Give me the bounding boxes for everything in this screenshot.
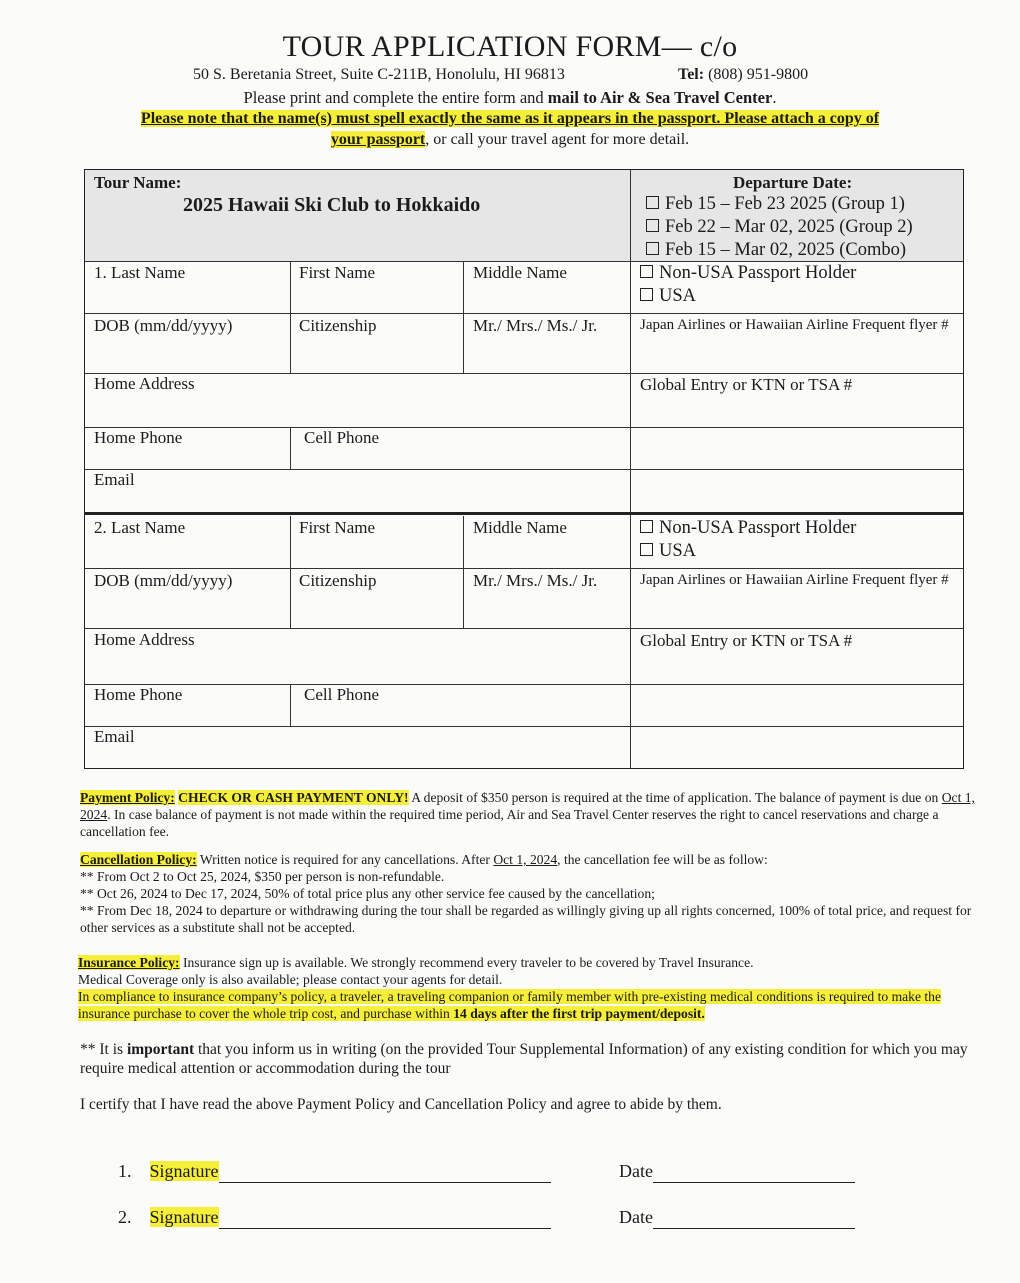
divider <box>463 516 464 628</box>
home-address-field[interactable]: Home Address <box>94 630 195 649</box>
last-name-field[interactable]: 2. Last Name <box>94 518 186 537</box>
signature-row-1 <box>118 1161 551 1183</box>
passport-non-usa-option[interactable] <box>640 518 856 539</box>
cell-phone-field[interactable]: Cell Phone <box>304 428 380 447</box>
cancellation-date: Oct 1, 2024 <box>493 852 558 867</box>
checkbox-icon[interactable] <box>640 265 653 278</box>
divider <box>85 373 963 374</box>
payment-policy-text-2: . In case balance of payment is not made within the required time period, Air and Sea Travel Center reserves the right to cancel reservations and charge a cancellation fee. <box>80 807 939 839</box>
dob-field[interactable]: DOB (mm/dd/yyyy) <box>94 571 233 590</box>
cancellation-text-2: , the cancellation fee will be as follow: <box>557 852 768 867</box>
date-line[interactable] <box>653 1161 855 1183</box>
option-label: USA <box>659 541 697 561</box>
passport-usa-option[interactable] <box>640 541 696 562</box>
date-line[interactable] <box>653 1207 855 1229</box>
frequent-flyer-field[interactable]: Japan Airlines or Hawaiian Airline Frequent flyer # <box>640 317 949 333</box>
signature-label: Signature <box>149 1161 219 1181</box>
date-label: Date <box>619 1207 653 1227</box>
cancellation-policy-label: Cancellation Policy: <box>80 852 197 867</box>
dob-field[interactable]: DOB (mm/dd/yyyy) <box>94 316 233 335</box>
divider <box>463 261 464 373</box>
home-phone-field[interactable]: Home Phone <box>94 428 183 447</box>
middle-name-field[interactable]: Middle Name <box>473 518 567 537</box>
important-pre: ** It is <box>80 1041 127 1058</box>
signature-row-2 <box>118 1207 551 1229</box>
divider <box>85 427 963 428</box>
date-row-2 <box>619 1207 855 1229</box>
passport-usa-option[interactable] <box>640 286 696 307</box>
instr-period: . <box>772 88 777 107</box>
office-address: 50 S. Beretania Street, Suite C-211B, Honolulu, HI 96813 <box>193 66 565 83</box>
divider <box>85 628 963 629</box>
date-row-1 <box>619 1161 855 1183</box>
divider <box>290 261 291 373</box>
divider <box>85 684 963 685</box>
signature-number: 2. <box>118 1207 132 1227</box>
certify-statement: I certify that I have read the above Payment Policy and Cancellation Policy and agree to abide by them. <box>80 1096 722 1113</box>
divider <box>85 469 963 470</box>
home-address-field[interactable]: Home Address <box>94 374 195 393</box>
departure-option-label: Feb 15 – Mar 02, 2025 (Combo) <box>665 240 906 260</box>
insurance-policy <box>78 954 988 1022</box>
insurance-text-2: Medical Coverage only is also available; please contact your agents for detail. <box>78 972 503 987</box>
cancellation-policy <box>80 851 990 936</box>
citizenship-field[interactable]: Citizenship <box>299 316 377 335</box>
important-post: that you inform us in writing (on the provided Tour Supplemental Information) of any existing condition for which you may require medical attention or accommodation during the tour <box>80 1041 968 1077</box>
cancellation-item: ** From Dec 18, 2024 to departure or withdrawing during the tour shall be regarded as willingly giving up all rights concerned, 100% of total price, and request for other services as a substitute shall not be accepted. <box>80 903 972 935</box>
passport-note <box>80 108 940 150</box>
traveler-separator <box>85 512 963 515</box>
signature-label: Signature <box>149 1207 219 1227</box>
tel-value: (808) 951-9800 <box>708 66 809 83</box>
payment-policy <box>80 789 990 840</box>
important-note <box>80 1040 990 1078</box>
title-field[interactable]: Mr./ Mrs./ Ms./ Jr. <box>473 316 598 335</box>
frequent-flyer-field[interactable]: Japan Airlines or Hawaiian Airline Frequent flyer # <box>640 572 949 588</box>
divider <box>85 568 963 569</box>
checkbox-icon[interactable] <box>640 288 653 301</box>
passport-note-highlight: Please note that the name(s) must spell exactly the same as it appears in the passport. Please attach a copy of <box>140 110 880 127</box>
signature-number: 1. <box>118 1161 132 1181</box>
email-field[interactable]: Email <box>94 470 135 489</box>
tour-name-value: 2025 Hawaii Ski Club to Hokkaido <box>183 194 481 216</box>
checkbox-icon[interactable] <box>646 219 659 232</box>
form-title: TOUR APPLICATION FORM— c/o <box>282 30 738 63</box>
departure-option-2[interactable] <box>646 217 913 238</box>
instructions <box>0 88 1020 108</box>
cell-phone-field[interactable]: Cell Phone <box>304 685 380 704</box>
global-entry-field[interactable]: Global Entry or KTN or TSA # <box>640 375 853 394</box>
date-label: Date <box>619 1161 653 1181</box>
option-label: Non-USA Passport Holder <box>659 263 857 283</box>
cancellation-item: ** Oct 26, 2024 to Dec 17, 2024, 50% of total price plus any other service fee caused by the cancellation; <box>80 886 655 901</box>
instr-mail-to: mail to Air & Sea Travel Center <box>547 88 773 107</box>
middle-name-field[interactable]: Middle Name <box>473 263 567 282</box>
title-field[interactable]: Mr./ Mrs./ Ms./ Jr. <box>473 571 598 590</box>
option-label: USA <box>659 286 697 306</box>
departure-option-3[interactable] <box>646 240 906 261</box>
divider <box>290 684 291 726</box>
checkbox-icon[interactable] <box>646 196 659 209</box>
signature-line[interactable] <box>219 1161 551 1183</box>
tel-label: Tel: <box>678 66 705 83</box>
checkbox-icon[interactable] <box>640 520 653 533</box>
global-entry-field[interactable]: Global Entry or KTN or TSA # <box>640 631 853 650</box>
signature-line[interactable] <box>219 1207 551 1229</box>
passport-note-rest: , or call your travel agent for more detail. <box>425 131 690 148</box>
payment-policy-text: A deposit of $350 person is required at the time of application. The balance of payment is due on <box>408 790 942 805</box>
option-label: Non-USA Passport Holder <box>659 518 857 538</box>
divider <box>85 261 963 262</box>
application-form <box>84 169 964 769</box>
payment-due-date: Oct 1, 2024 <box>80 790 975 822</box>
divider <box>85 313 963 314</box>
first-name-field[interactable]: First Name <box>299 518 376 537</box>
first-name-field[interactable]: First Name <box>299 263 376 282</box>
checkbox-icon[interactable] <box>646 242 659 255</box>
office-phone <box>678 66 808 84</box>
divider <box>290 516 291 628</box>
checkbox-icon[interactable] <box>640 543 653 556</box>
email-field[interactable]: Email <box>94 727 135 746</box>
divider <box>290 427 291 469</box>
home-phone-field[interactable]: Home Phone <box>94 685 183 704</box>
divider <box>85 726 963 727</box>
tour-name-label: Tour Name: <box>94 173 182 192</box>
passport-note-highlight-2: your passport <box>330 131 426 148</box>
citizenship-field[interactable]: Citizenship <box>299 571 377 590</box>
insurance-text: Insurance sign up is available. We strongly recommend every traveler to be covered by Travel Insurance. <box>179 955 754 970</box>
departure-option-1[interactable] <box>646 194 905 215</box>
important-bold: important <box>126 1041 195 1058</box>
insurance-highlight: In compliance to insurance company’s policy, a traveler, a traveling companion or family member with pre-existing medical conditions is required to make the insurance purchase to cover the whole trip cost, and purchase within <box>78 989 942 1021</box>
last-name-field[interactable]: 1. Last Name <box>94 263 186 282</box>
cancellation-text: Written notice is required for any cancellations. After <box>196 852 494 867</box>
insurance-highlight-bold: 14 days after the first trip payment/deposit. <box>453 1006 705 1021</box>
insurance-policy-label: Insurance Policy: <box>78 955 180 970</box>
payment-policy-label: Payment Policy: <box>80 790 175 805</box>
payment-policy-highlight: CHECK OR CASH PAYMENT ONLY! <box>178 790 409 805</box>
cancellation-item: ** From Oct 2 to Oct 25, 2024, $350 per person is non-refundable. <box>80 869 445 884</box>
departure-date-label: Departure Date: <box>733 173 853 192</box>
departure-option-label: Feb 15 – Feb 23 2025 (Group 1) <box>665 194 905 214</box>
departure-option-label: Feb 22 – Mar 02, 2025 (Group 2) <box>665 217 913 237</box>
passport-non-usa-option[interactable] <box>640 263 856 284</box>
instr-text: Please print and complete the entire form and <box>243 88 548 107</box>
